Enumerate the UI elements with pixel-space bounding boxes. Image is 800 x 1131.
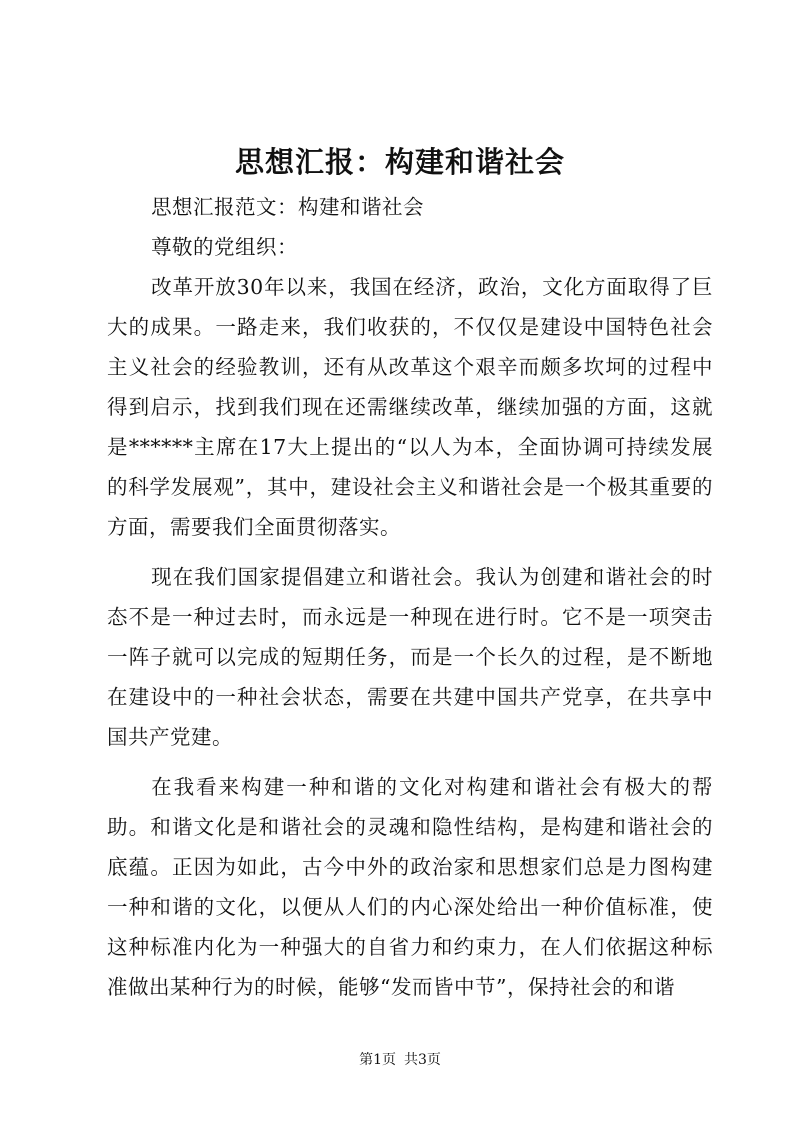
total-pages-label: 共3页 <box>404 1052 441 1068</box>
paragraph-subtitle: 思想汇报范文：构建和谐社会 <box>151 195 425 219</box>
document-body <box>107 187 713 1007</box>
current-page-label: 第1页 <box>359 1052 396 1068</box>
paragraph-body-2: 现在我们国家提倡建立和谐社会。我认为创建和谐社会的时态不是一种过去时，而永远是一种现在进行时。它不是一项突击一阵子就可以完成的短期任务，而是一个长久的过程，是不断地在建设中的一种社会状态，需要在共建中国共产党享，在共享中国共产党建。 <box>107 565 713 749</box>
page-footer <box>0 1050 800 1070</box>
paragraph-salutation: 尊敬的党组织： <box>151 235 299 259</box>
paragraph-body-3: 在我看来构建一种和谐的文化对构建和谐社会有极大的帮助。和谐文化是和谐社会的灵魂和隐性结构，是构建和谐社会的底蕴。正因为如此，古今中外的政治家和思想家们总是力图构建一种和谐的文化，以便从人们的内心深处给出一种价值标准，使这种标准内化为一种强大的自省力和约束力，在人们依据这种标准做出某种行为的时候，能够“发而皆中节”，保持社会的和谐 <box>107 775 713 999</box>
document-title: 思想汇报：构建和谐社会 <box>234 145 565 179</box>
paragraph-body-1: 改革开放30年以来，我国在经济，政治，文化方面取得了巨大的成果。一路走来，我们收获的，不仅仅是建设中国特色社会主义社会的经验教训，还有从改革这个艰辛而颇多坎坷的过程中得到启示，找到我们现在还需继续改革，继续加强的方面，这就是******主席在17大上提出的“以人为本，全面协调可持续发展的科学发展观”，其中，建设社会主义和谐社会是一个极其重要的方面，需要我们全面贯彻落实。 <box>107 275 713 539</box>
